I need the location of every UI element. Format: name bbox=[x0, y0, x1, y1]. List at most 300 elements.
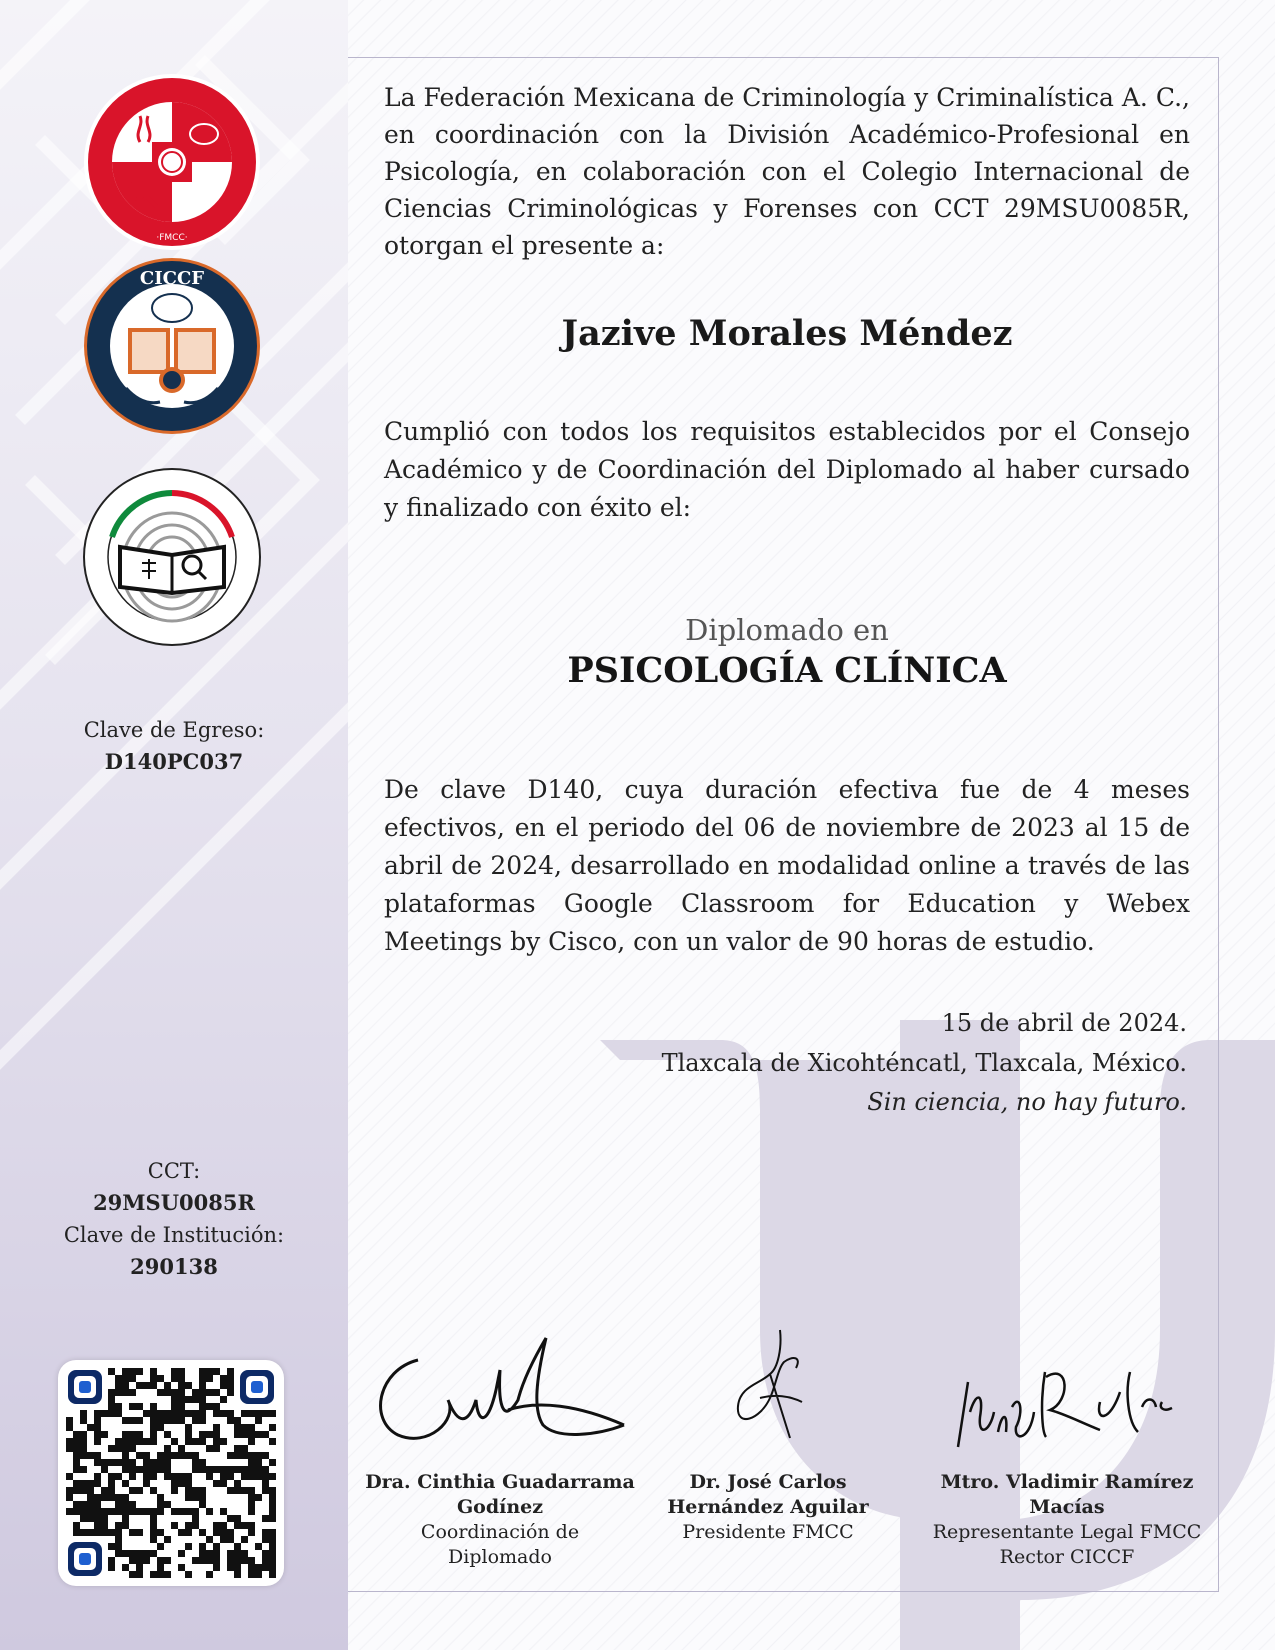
qr-module bbox=[94, 1459, 101, 1466]
qr-module bbox=[122, 1368, 129, 1375]
qr-module bbox=[101, 1515, 108, 1522]
qr-module bbox=[157, 1417, 164, 1424]
qr-module bbox=[115, 1459, 122, 1466]
qr-module bbox=[192, 1396, 199, 1403]
signatory-1-role-line2: Diplomado bbox=[448, 1546, 552, 1568]
qr-module bbox=[94, 1452, 101, 1459]
qr-module bbox=[122, 1522, 129, 1529]
qr-module bbox=[122, 1564, 129, 1571]
signature-1-icon bbox=[368, 1330, 628, 1450]
qr-module bbox=[199, 1550, 206, 1557]
qr-module bbox=[241, 1550, 248, 1557]
qr-module bbox=[94, 1417, 101, 1424]
qr-module bbox=[227, 1375, 234, 1382]
qr-module bbox=[150, 1522, 157, 1529]
qr-module bbox=[192, 1515, 199, 1522]
qr-module bbox=[234, 1487, 241, 1494]
qr-module bbox=[227, 1487, 234, 1494]
qr-module bbox=[129, 1550, 136, 1557]
qr-module bbox=[234, 1452, 241, 1459]
qr-module bbox=[171, 1487, 178, 1494]
qr-module bbox=[227, 1473, 234, 1480]
qr-module bbox=[157, 1543, 164, 1550]
qr-module bbox=[248, 1522, 255, 1529]
qr-module bbox=[157, 1501, 164, 1508]
qr-module bbox=[80, 1445, 87, 1452]
qr-module bbox=[213, 1389, 220, 1396]
qr-module bbox=[255, 1571, 262, 1578]
qr-module bbox=[143, 1452, 150, 1459]
qr-module bbox=[164, 1466, 171, 1473]
qr-module bbox=[164, 1382, 171, 1389]
program-prefix: Diplomado en bbox=[685, 613, 889, 647]
qr-module bbox=[192, 1466, 199, 1473]
qr-module bbox=[192, 1389, 199, 1396]
qr-module bbox=[108, 1564, 115, 1571]
qr-module bbox=[227, 1389, 234, 1396]
qr-module bbox=[178, 1417, 185, 1424]
qr-module bbox=[199, 1529, 206, 1536]
qr-module bbox=[101, 1466, 108, 1473]
qr-module bbox=[136, 1368, 143, 1375]
qr-module bbox=[80, 1452, 87, 1459]
qr-module bbox=[269, 1459, 276, 1466]
qr-module bbox=[136, 1417, 143, 1424]
qr-module bbox=[157, 1466, 164, 1473]
qr-module bbox=[87, 1494, 94, 1501]
qr-module bbox=[227, 1466, 234, 1473]
qr-module bbox=[108, 1396, 115, 1403]
qr-module bbox=[122, 1550, 129, 1557]
qr-module bbox=[185, 1396, 192, 1403]
qr-module bbox=[164, 1452, 171, 1459]
qr-module bbox=[213, 1480, 220, 1487]
qr-module bbox=[234, 1480, 241, 1487]
qr-module bbox=[164, 1459, 171, 1466]
qr-module bbox=[178, 1382, 185, 1389]
qr-module bbox=[94, 1501, 101, 1508]
qr-module bbox=[178, 1375, 185, 1382]
qr-module bbox=[87, 1529, 94, 1536]
qr-module bbox=[73, 1480, 80, 1487]
qr-module bbox=[157, 1564, 164, 1571]
qr-module bbox=[115, 1403, 122, 1410]
qr-code-icon bbox=[58, 1360, 284, 1586]
qr-module bbox=[255, 1543, 262, 1550]
qr-module bbox=[227, 1382, 234, 1389]
qr-module bbox=[101, 1431, 108, 1438]
qr-module bbox=[255, 1417, 262, 1424]
qr-module bbox=[178, 1389, 185, 1396]
qr-module bbox=[241, 1473, 248, 1480]
qr-module bbox=[143, 1410, 150, 1417]
qr-module bbox=[185, 1438, 192, 1445]
qr-module bbox=[199, 1431, 206, 1438]
qr-module bbox=[178, 1508, 185, 1515]
qr-module bbox=[199, 1375, 206, 1382]
qr-module bbox=[185, 1487, 192, 1494]
signatory-2-role-line1: Presidente FMCC bbox=[682, 1521, 854, 1543]
qr-module bbox=[108, 1473, 115, 1480]
qr-module bbox=[157, 1424, 164, 1431]
qr-module bbox=[199, 1494, 206, 1501]
qr-module bbox=[234, 1431, 241, 1438]
qr-module bbox=[178, 1445, 185, 1452]
qr-module bbox=[129, 1431, 136, 1438]
qr-module bbox=[220, 1536, 227, 1543]
qr-module bbox=[269, 1550, 276, 1557]
qr-module bbox=[129, 1389, 136, 1396]
qr-module bbox=[248, 1564, 255, 1571]
signature-2-icon bbox=[730, 1328, 820, 1448]
qr-module bbox=[87, 1424, 94, 1431]
qr-module bbox=[199, 1438, 206, 1445]
qr-module bbox=[234, 1543, 241, 1550]
egress-code: D140PC037 bbox=[104, 749, 244, 774]
qr-module bbox=[199, 1382, 206, 1389]
qr-module bbox=[227, 1550, 234, 1557]
qr-module bbox=[115, 1445, 122, 1452]
issue-date: 15 de abril de 2024. bbox=[941, 1009, 1187, 1037]
qr-module bbox=[227, 1515, 234, 1522]
qr-module bbox=[136, 1466, 143, 1473]
qr-module bbox=[213, 1543, 220, 1550]
qr-module bbox=[248, 1571, 255, 1578]
qr-module bbox=[227, 1368, 234, 1375]
qr-module bbox=[150, 1424, 157, 1431]
qr-module bbox=[164, 1445, 171, 1452]
qr-module bbox=[234, 1445, 241, 1452]
signatory-3-role-line2: Rector CICCF bbox=[999, 1546, 1135, 1568]
qr-module bbox=[164, 1417, 171, 1424]
qr-module bbox=[129, 1473, 136, 1480]
signatory-3-name-line1: Mtro. Vladimir Ramírez bbox=[940, 1471, 1194, 1493]
qr-module bbox=[129, 1529, 136, 1536]
qr-module bbox=[206, 1473, 213, 1480]
qr-module bbox=[122, 1445, 129, 1452]
qr-module bbox=[192, 1410, 199, 1417]
qr-module bbox=[80, 1508, 87, 1515]
qr-module bbox=[206, 1431, 213, 1438]
qr-module bbox=[262, 1410, 269, 1417]
qr-module bbox=[87, 1508, 94, 1515]
qr-module bbox=[66, 1438, 73, 1445]
qr-module bbox=[220, 1375, 227, 1382]
qr-module bbox=[115, 1375, 122, 1382]
qr-module bbox=[101, 1494, 108, 1501]
qr-module bbox=[220, 1508, 227, 1515]
qr-module bbox=[94, 1424, 101, 1431]
qr-module bbox=[122, 1459, 129, 1466]
qr-module bbox=[164, 1571, 171, 1578]
qr-module bbox=[220, 1522, 227, 1529]
qr-module bbox=[150, 1375, 157, 1382]
qr-module bbox=[262, 1564, 269, 1571]
qr-module bbox=[129, 1417, 136, 1424]
qr-module bbox=[185, 1452, 192, 1459]
qr-module bbox=[248, 1466, 255, 1473]
qr-module bbox=[206, 1375, 213, 1382]
qr-module bbox=[129, 1438, 136, 1445]
qr-module bbox=[248, 1424, 255, 1431]
qr-module bbox=[150, 1403, 157, 1410]
qr-module bbox=[157, 1557, 164, 1564]
qr-module bbox=[206, 1403, 213, 1410]
qr-module bbox=[206, 1550, 213, 1557]
qr-module bbox=[129, 1368, 136, 1375]
qr-module bbox=[129, 1487, 136, 1494]
qr-module bbox=[143, 1438, 150, 1445]
signatory-3 bbox=[925, 1470, 1209, 1570]
qr-module bbox=[220, 1529, 227, 1536]
qr-module bbox=[164, 1536, 171, 1543]
qr-module bbox=[122, 1508, 129, 1515]
qr-module bbox=[129, 1557, 136, 1564]
qr-module bbox=[66, 1473, 73, 1480]
qr-module bbox=[122, 1438, 129, 1445]
qr-module bbox=[220, 1410, 227, 1417]
qr-module bbox=[269, 1557, 276, 1564]
qr-module bbox=[150, 1410, 157, 1417]
qr-module bbox=[241, 1522, 248, 1529]
qr-module bbox=[192, 1557, 199, 1564]
qr-module bbox=[150, 1473, 157, 1480]
qr-module bbox=[269, 1571, 276, 1578]
qr-code[interactable] bbox=[58, 1360, 284, 1586]
qr-module bbox=[234, 1550, 241, 1557]
qr-module bbox=[248, 1438, 255, 1445]
qr-module bbox=[178, 1403, 185, 1410]
qr-module bbox=[185, 1424, 192, 1431]
qr-module bbox=[213, 1431, 220, 1438]
qr-module bbox=[227, 1417, 234, 1424]
qr-module bbox=[185, 1473, 192, 1480]
program-title: PSICOLOGÍA CLÍNICA bbox=[567, 650, 1007, 691]
institution-block bbox=[0, 1155, 348, 1283]
qr-module bbox=[185, 1410, 192, 1417]
qr-module bbox=[80, 1417, 87, 1424]
qr-module bbox=[213, 1522, 220, 1529]
qr-module bbox=[213, 1529, 220, 1536]
qr-module bbox=[136, 1564, 143, 1571]
issue-place: Tlaxcala de Xicohténcatl, Tlaxcala, México. bbox=[661, 1049, 1187, 1077]
qr-module bbox=[136, 1403, 143, 1410]
qr-module bbox=[94, 1494, 101, 1501]
qr-module bbox=[262, 1515, 269, 1522]
qr-module bbox=[213, 1438, 220, 1445]
qr-module bbox=[122, 1515, 129, 1522]
qr-module bbox=[101, 1410, 108, 1417]
qr-module bbox=[164, 1389, 171, 1396]
qr-module bbox=[206, 1466, 213, 1473]
qr-module bbox=[241, 1536, 248, 1543]
qr-module bbox=[157, 1494, 164, 1501]
qr-module bbox=[157, 1508, 164, 1515]
qr-module bbox=[269, 1438, 276, 1445]
qr-module bbox=[206, 1368, 213, 1375]
qr-module bbox=[192, 1459, 199, 1466]
qr-module bbox=[122, 1480, 129, 1487]
qr-module bbox=[157, 1459, 164, 1466]
qr-module bbox=[157, 1410, 164, 1417]
qr-module bbox=[122, 1452, 129, 1459]
qr-module bbox=[143, 1508, 150, 1515]
qr-module bbox=[269, 1473, 276, 1480]
qr-module bbox=[150, 1529, 157, 1536]
qr-module bbox=[94, 1473, 101, 1480]
qr-module bbox=[269, 1501, 276, 1508]
qr-module bbox=[227, 1410, 234, 1417]
qr-module bbox=[143, 1459, 150, 1466]
signatory-1-role-line1: Coordinación de bbox=[420, 1521, 580, 1543]
qr-module bbox=[185, 1529, 192, 1536]
qr-module bbox=[150, 1368, 157, 1375]
qr-module bbox=[80, 1438, 87, 1445]
qr-module bbox=[178, 1396, 185, 1403]
qr-module bbox=[80, 1480, 87, 1487]
qr-module bbox=[122, 1417, 129, 1424]
qr-module bbox=[101, 1529, 108, 1536]
qr-module bbox=[136, 1557, 143, 1564]
egress-block bbox=[0, 714, 348, 778]
qr-module bbox=[122, 1382, 129, 1389]
qr-module bbox=[241, 1452, 248, 1459]
qr-module bbox=[269, 1494, 276, 1501]
qr-module bbox=[269, 1424, 276, 1431]
qr-module bbox=[122, 1375, 129, 1382]
qr-module bbox=[108, 1557, 115, 1564]
qr-module bbox=[108, 1529, 115, 1536]
qr-module bbox=[171, 1522, 178, 1529]
qr-module bbox=[73, 1431, 80, 1438]
qr-module bbox=[115, 1501, 122, 1508]
qr-module bbox=[80, 1529, 87, 1536]
qr-module bbox=[94, 1410, 101, 1417]
qr-module bbox=[213, 1445, 220, 1452]
qr-module bbox=[87, 1452, 94, 1459]
qr-module bbox=[73, 1459, 80, 1466]
qr-module bbox=[157, 1529, 164, 1536]
qr-module bbox=[262, 1536, 269, 1543]
qr-module bbox=[206, 1536, 213, 1543]
qr-module bbox=[108, 1494, 115, 1501]
qr-module bbox=[255, 1564, 262, 1571]
qr-module bbox=[143, 1550, 150, 1557]
cct-value: 29MSU0085R bbox=[93, 1190, 255, 1215]
qr-module bbox=[136, 1487, 143, 1494]
qr-module bbox=[248, 1473, 255, 1480]
qr-module bbox=[87, 1487, 94, 1494]
qr-module bbox=[227, 1452, 234, 1459]
qr-module bbox=[213, 1557, 220, 1564]
qr-module bbox=[129, 1375, 136, 1382]
qr-module bbox=[192, 1417, 199, 1424]
qr-module bbox=[94, 1522, 101, 1529]
qr-module bbox=[115, 1543, 122, 1550]
qr-module bbox=[171, 1473, 178, 1480]
qr-module bbox=[136, 1571, 143, 1578]
qr-module bbox=[248, 1557, 255, 1564]
qr-module bbox=[227, 1564, 234, 1571]
qr-module bbox=[220, 1438, 227, 1445]
qr-module bbox=[248, 1529, 255, 1536]
qr-module bbox=[220, 1396, 227, 1403]
qr-module bbox=[94, 1529, 101, 1536]
qr-module bbox=[262, 1473, 269, 1480]
qr-module bbox=[150, 1487, 157, 1494]
qr-module bbox=[108, 1508, 115, 1515]
qr-module bbox=[192, 1508, 199, 1515]
qr-module bbox=[66, 1445, 73, 1452]
qr-module bbox=[101, 1508, 108, 1515]
sidebar bbox=[0, 0, 348, 1650]
qr-module bbox=[157, 1571, 164, 1578]
qr-module bbox=[262, 1480, 269, 1487]
qr-module bbox=[143, 1480, 150, 1487]
qr-module bbox=[199, 1466, 206, 1473]
qr-module bbox=[150, 1382, 157, 1389]
qr-module bbox=[269, 1529, 276, 1536]
qr-module bbox=[178, 1564, 185, 1571]
qr-module bbox=[185, 1508, 192, 1515]
qr-module bbox=[171, 1368, 178, 1375]
qr-module bbox=[185, 1543, 192, 1550]
qr-module bbox=[164, 1501, 171, 1508]
qr-module bbox=[234, 1424, 241, 1431]
qr-module bbox=[73, 1501, 80, 1508]
qr-module bbox=[199, 1396, 206, 1403]
qr-module bbox=[136, 1431, 143, 1438]
qr-module bbox=[248, 1431, 255, 1438]
qr-module bbox=[115, 1438, 122, 1445]
qr-module bbox=[150, 1438, 157, 1445]
qr-module bbox=[115, 1550, 122, 1557]
qr-module bbox=[115, 1508, 122, 1515]
qr-module bbox=[150, 1515, 157, 1522]
qr-module bbox=[199, 1487, 206, 1494]
qr-module bbox=[136, 1382, 143, 1389]
qr-module bbox=[171, 1403, 178, 1410]
qr-module bbox=[94, 1508, 101, 1515]
details-paragraph: De clave D140, cuya duración efectiva fue de 4 meses efectivos, en el periodo del 06 de noviembre de 2023 al 15 de abril de 2024, desarrollado en modalidad online a través de las plataformas Google Classroom for Education y Webex Meetings by Cisco, con un valor de 90 horas de estudio. bbox=[384, 775, 1190, 956]
qr-module bbox=[227, 1557, 234, 1564]
qr-module bbox=[234, 1515, 241, 1522]
qr-module bbox=[129, 1403, 136, 1410]
qr-module bbox=[164, 1410, 171, 1417]
qr-module bbox=[262, 1550, 269, 1557]
qr-module bbox=[220, 1480, 227, 1487]
qr-module bbox=[199, 1543, 206, 1550]
qr-module bbox=[150, 1571, 157, 1578]
qr-module bbox=[241, 1431, 248, 1438]
qr-module bbox=[143, 1473, 150, 1480]
qr-module bbox=[157, 1389, 164, 1396]
qr-module bbox=[199, 1417, 206, 1424]
qr-module bbox=[136, 1438, 143, 1445]
qr-module bbox=[87, 1515, 94, 1522]
qr-module bbox=[164, 1557, 171, 1564]
qr-module bbox=[115, 1410, 122, 1417]
intro-paragraph: La Federación Mexicana de Criminología y Criminalística A. C., en coordinación con la División Académico-Profesional en Psicología, en colaboración con el Colegio Internacional de Ciencias Criminológicas y Forenses con CCT 29MSU0085R, otorgan el presente a: bbox=[384, 83, 1190, 260]
qr-module bbox=[213, 1466, 220, 1473]
qr-module bbox=[73, 1508, 80, 1515]
ciccf-seal bbox=[82, 256, 262, 436]
qr-module bbox=[262, 1466, 269, 1473]
cct-label: CCT: bbox=[147, 1159, 201, 1183]
qr-module bbox=[101, 1459, 108, 1466]
qr-module bbox=[80, 1410, 87, 1417]
qr-module bbox=[269, 1564, 276, 1571]
